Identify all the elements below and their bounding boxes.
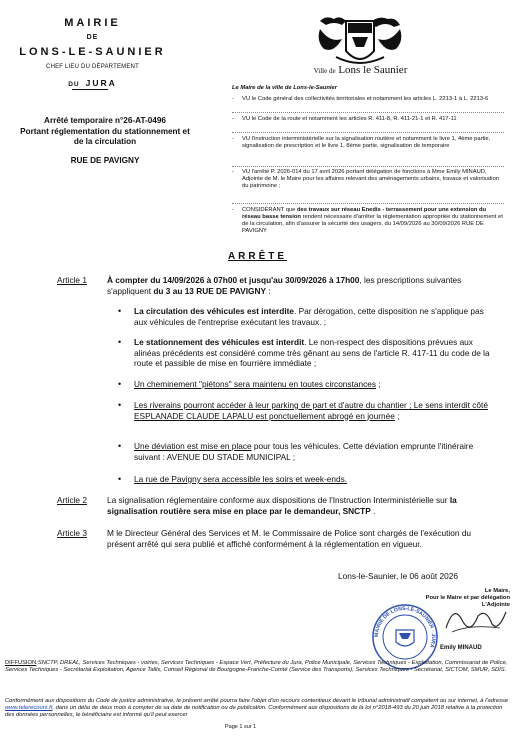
bullet-2-rest: . Le non-respect des dispositions prévues aux alinéas précédents est considéré comme très gênant au sens de l'article R. 417-11 du code de la route et passible de mise en fourrière immédiate ; [134, 337, 490, 368]
header-underline [72, 89, 108, 90]
header-jura [0, 78, 185, 88]
considerant-pre: CONSIDÉRANT que [242, 207, 297, 213]
diffusion-list [5, 660, 510, 674]
bullet-6-text: La rue de Pavigny sera accessible les soirs et week-ends. [134, 474, 348, 484]
diffusion-label: DIFFUSION [5, 660, 37, 666]
article-1-mid: , les prescriptions suivantes s'appliquent [107, 275, 462, 296]
arrete-title [0, 116, 210, 148]
bullet-4-text: Les riverains pourront accéder à leur parking de part et d'autre du chantier ; Le sens interdit côté ESPLANADE CLAUDE LAPALU est ponctuellement abrogé en journée [134, 400, 488, 421]
signature-line3: L'Adjointe [481, 602, 510, 609]
telerecours-link[interactable]: www.telerecours.fr [5, 705, 53, 712]
arrete-title-line1: Arrêté temporaire n°26-AT-0496 [44, 116, 166, 125]
visa-considerant [232, 207, 504, 235]
visa-item: - VU l'instruction interministérielle sur la signalisation routière et notamment le livre 1, 4ème partie, signalisation de prescription et le livre 1, 8ème partie, signalisation de temporaire [232, 136, 504, 150]
signature-line1: Le Maire, [484, 588, 510, 594]
stamp-text: MAIRIE DE LONS-LE-SAUNIER · JURA [373, 605, 437, 649]
article-2-pre: La signalisation réglementaire conforme aux dispositions de l'Instruction Interministérielle sur [107, 495, 450, 505]
visa-separator [232, 166, 504, 167]
article-2-text [107, 495, 499, 516]
legal-text-1: Conformément aux dispositions du Code de justice administrative, le présent arrêté pourra faire l'objet d'un recours contentieux devant le tribunal administratif compétent ou sur internet, à l'adresse [5, 698, 509, 704]
visa-separator [232, 203, 504, 204]
page-number: Page 1 sur 1 [225, 724, 257, 730]
article-1-location: du 3 au 13 RUE DE PAVIGNY [153, 285, 266, 296]
article-3-label: Article 3 [57, 528, 87, 538]
legal-notice [5, 698, 510, 720]
article-1-text [107, 275, 499, 296]
article-3-text: M le Directeur Général des Services et M. le Commissaire de Police sont chargés de l'exécution du présent arrêté qui sera publié et affiché conformément à la réglementation en vigueur. [107, 528, 472, 549]
header-mairie: MAIRIE [64, 17, 121, 29]
article-2-end: . [370, 505, 376, 516]
arrete-heading [0, 251, 515, 262]
signature-line2: Pour le Maire et par délégation [425, 595, 510, 602]
visa-separator [232, 112, 504, 113]
header-jura-name: JURA [85, 78, 117, 88]
list-item [118, 337, 498, 369]
list-item [118, 379, 498, 390]
article-1-end: : [266, 285, 271, 296]
bullet-1-bold: La circulation des véhicules est interdite [134, 306, 294, 316]
article-2-bold: la signalisation routière sera mise en place par le demandeur, SNCTP [107, 495, 457, 516]
bullet-3-end: ; [376, 379, 381, 389]
article-2-label: Article 2 [57, 495, 87, 505]
article-1-period: À compter du 14/09/2026 à 07h00 et jusqu'au 30/09/2026 à 17h00 [107, 275, 360, 285]
arrete-heading-text: ARRÊTE [227, 251, 288, 262]
header-city: LONS-LE-SAUNIER [19, 46, 166, 58]
logo-wordmark [308, 64, 413, 76]
handwritten-signature [440, 598, 510, 638]
bullet-4-end: ; [394, 410, 400, 421]
visas-heading: Le Maire de la ville de Lons-le-Saunier [232, 85, 338, 91]
arrete-title-line3: de la circulation [73, 137, 137, 146]
list-item [118, 441, 498, 462]
list-item [118, 306, 498, 327]
header-du: DU [68, 81, 80, 88]
visa-item: - VU le Code de la route et notamment les articles R. 411-8, R. 411-21-1 et R. 417-11 [232, 116, 504, 123]
visa-separator [232, 132, 504, 133]
bullet-3-text: Un cheminement "piétons" sera maintenu en toutes circonstances [134, 379, 377, 389]
logo-name: Lons le Saunier [338, 64, 408, 76]
arrete-title-line2: Portant réglementation du stationnement et [20, 126, 190, 136]
header-chef-lieu: CHEF LIEU DU DÉPARTEMENT [46, 64, 139, 70]
diffusion-text: :SNCTP, DREAL, Services Techniques - voiries, Services Techniques - Espace Vert, Préfecture du Jura, Police Municipale, Services Techniques - Exploitation, Commissariat de Police, Services Techniques - Secrétariat Exploitation, Agence Tallis, Conseil Régional de Bourgogne-Franche-Comté (Service des Transports), Services Techniques - Secrétariat, SICTOM, SMUR, SDIS. [5, 660, 508, 674]
bullet-2-bold: Le stationnement des véhicules est interdit [134, 337, 305, 347]
bullet-5-underlined: Une déviation est mise en place [134, 441, 252, 451]
considerant-bold: des travaux sur réseau Enedis - terrassement pour une extension du réseau basse tension [242, 207, 487, 220]
signatory-name: Emily MINAUD [440, 645, 482, 651]
date-line: Lons-le-Saunier, le 06 août 2026 [338, 571, 458, 581]
header-de: DE [86, 34, 99, 41]
bullet-1-rest: . Par dérogation, cette disposition ne s'applique pas aux véhicules de l'entreprise exécutant les travaux. ; [134, 306, 484, 327]
bullet-5-rest: pour tous les véhicules. Cette déviation emprunte l'itinéraire suivant : AVENUE DU STADE MUNICIPAL ; [134, 441, 474, 462]
considerant-post: rendent nécessaire d'arrêter la réglementation appropriée du stationnement et de la circulation, afin d'assurer la sécurité des usagers, du 14/09/2026 au 30/09/2026 RUE DE PAVIGNY [242, 213, 503, 234]
article-1-label: Article 1 [57, 275, 87, 285]
arrete-street: RUE DE PAVIGNY [70, 156, 140, 165]
logo-prefix: Ville de [313, 67, 336, 75]
legal-text-2: , dans un délai de deux mois à compter de sa date de notification ou de publication. Conformément aux dispositions de la loi n°2018-493 du 20 juin 2018 relative à la protection des données personnelles, le bénéficiaire est informé qu'il peut exercer [5, 705, 503, 719]
list-item [118, 400, 498, 421]
visa-item: - VU le Code général des collectivités territoriales et notamment les articles L. 2213-1 à L. 2213-6 [232, 96, 504, 103]
list-item [118, 474, 498, 485]
visa-item: - VU l'arrêté P. 2026-014 du 17 avril 2026 portant délégation de fonctions à Mme Emily MINAUD, Adjointe de M. le Maire pour les affaires relevant des aménagements urbains, travaux et valorisation du patrimoine ; [232, 169, 504, 190]
